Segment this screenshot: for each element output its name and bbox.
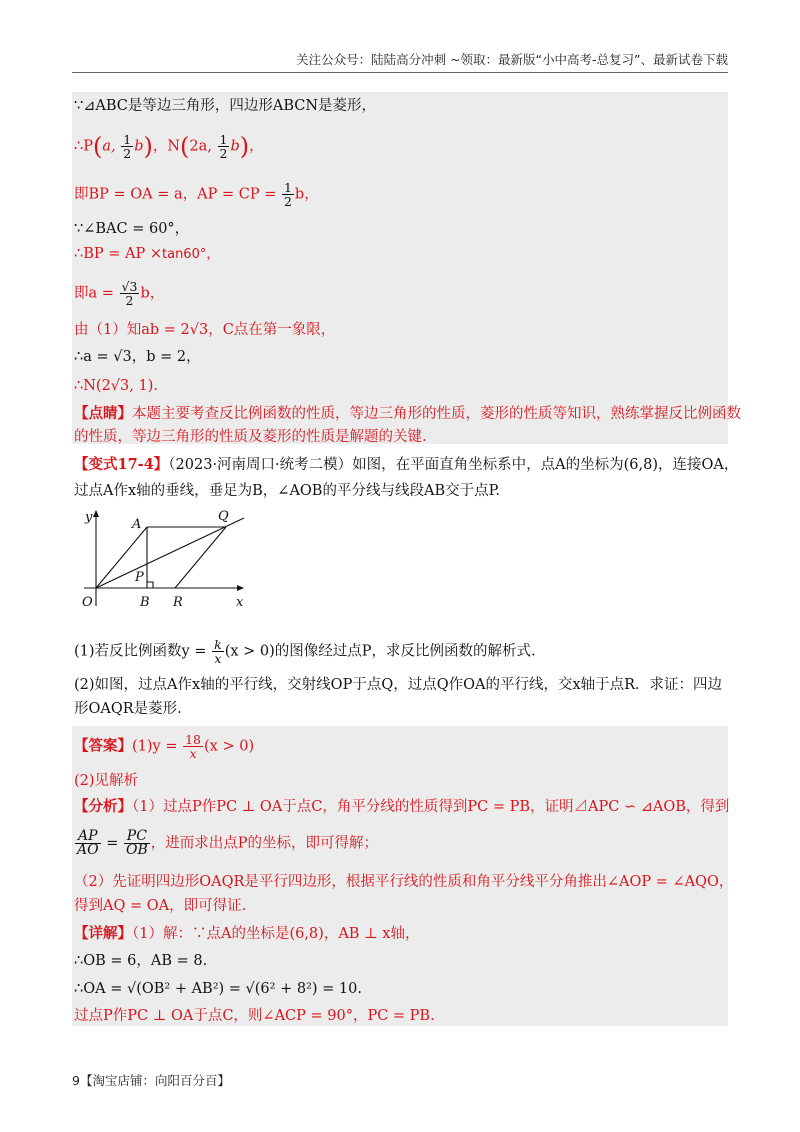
detail-line-2: ∴OB = 6，AB = 8. [74, 953, 208, 969]
question-2-line-2: 形OAQR是菱形. [74, 701, 182, 717]
solution-line-2: ∴P(a, $\frac{1}{2}$ b)，N(2a, $\frac{1}{2}$ b)， [74, 132, 264, 161]
right-angle-mark [147, 582, 153, 588]
comment-line-2: 的性质，等边三角形的性质及菱形的性质是解题的关键. [74, 429, 427, 445]
answer-line-2: (2)见解析 [74, 773, 139, 789]
label-y: y [85, 510, 93, 525]
fraction-half: $\frac{1}{2}$ [219, 132, 228, 161]
solution-line-8: ∴a = √3，b = 2， [74, 349, 201, 365]
solution-line-7: 由（1）知ab = 2√3，C点在第一象限， [74, 322, 336, 338]
fraction-half: $\frac{1}{2}$ [283, 180, 292, 209]
geometry-figure [72, 508, 262, 614]
comment-line-1: 【点睛】本题主要考查反比例函数的性质，等边三角形的性质，菱形的性质等知识，熟练掌握反比例函数 [74, 405, 741, 422]
label-R: R [173, 595, 183, 610]
analysis-line-4: 得到AQ = OA，即可得证. [74, 898, 247, 914]
label-A: A [132, 517, 142, 532]
solution-line-1: ∵⊿ABC是等边三角形，四边形ABCN是菱形， [74, 98, 377, 114]
page-footer: 9【淘宝店铺：向阳百分百】 [72, 1073, 230, 1088]
problem-line-1: 【变式17-4】（2023·河南周口·统考二模）如图，在平面直角坐标系中，点A的坐标为(6,8)，连接OA， [74, 456, 739, 473]
solution-line-4: ∵∠BAC = 60°， [74, 221, 190, 237]
solution-line-9: ∴N(2√3, 1). [74, 378, 158, 394]
solution-line-6: 即a = $\frac{√3}{2}$ b， [74, 279, 165, 308]
x-axis-arrow [237, 585, 244, 591]
solution-line-5: ∴BP = AP ×tan60°， [74, 246, 220, 262]
fraction-PC-over-OB: $\frac{PC}{OB}$ [125, 828, 148, 858]
fraction-sqrt3-over-2: $\frac{√3}{2}$ [121, 279, 138, 308]
question-2-line-1: (2)如图，过点A作x轴的平行线，交射线OP于点Q，过点Q作OA的平行线，交x轴于点R．求证：四边 [74, 677, 723, 693]
fraction-18-over-x: $\frac{18}{x}$ [185, 732, 202, 761]
answer-line-1: 【答案】(1)y = $\frac{18}{x}$ (x > 0) [74, 732, 255, 761]
analysis-line-2: $\frac{AP}{AO}$ = $\frac{PC}{OB}$ ，进而求出点P的坐标，即可得解； [77, 828, 378, 858]
label-P: P [135, 570, 144, 585]
problem-line-2: 过点A作x轴的垂线，垂足为B，∠AOB的平分线与线段AB交于点P. [74, 483, 501, 499]
label-x: x [236, 595, 244, 610]
fraction-AP-over-AO: $\frac{AP}{AO}$ [77, 828, 99, 858]
page-header: 关注公众号：陆陆高分冲刺 ~领取：最新版“小中高考-总复习”、最新试卷下载 [296, 52, 728, 67]
question-1: (1)若反比例函数y = $\frac{k}{x}$ (x > 0)的图像经过点P，求反比例函数的解析式. [74, 637, 536, 666]
analysis-line-1: 【分析】（1）过点P作PC ⊥ OA于点C，角平分线的性质得到PC = PB，证明⊿APC ∽ ⊿AOB，得到 [74, 798, 730, 815]
analysis-line-3: （2）先证明四边形OAQR是平行四边形，根据平行线的性质和角平分线平分角推出∠AOP = ∠AQO， [74, 874, 734, 890]
ray-OP [96, 518, 244, 588]
y-axis-arrow [93, 510, 99, 517]
label-B: B [140, 595, 150, 610]
header-divider [72, 72, 728, 73]
label-O: O [82, 595, 93, 610]
fraction-k-over-x: $\frac{k}{x}$ [214, 637, 222, 666]
detail-line-4: 过点P作PC ⊥ OA于点C，则∠ACP = 90°，PC = PB. [74, 1008, 435, 1024]
label-Q: Q [218, 509, 229, 524]
fraction-half: $\frac{1}{2}$ [123, 132, 132, 161]
detail-line-1: 【详解】（1）解：∵点A的坐标是(6,8)，AB ⊥ x轴， [74, 925, 420, 942]
detail-line-3: ∴OA = √(OB² + AB²) = √(6² + 8²) = 10. [74, 981, 362, 997]
segment-RQ [175, 527, 226, 588]
solution-line-3: 即BP = OA = a，AP = CP = $\frac{1}{2}$ b， [74, 180, 319, 209]
